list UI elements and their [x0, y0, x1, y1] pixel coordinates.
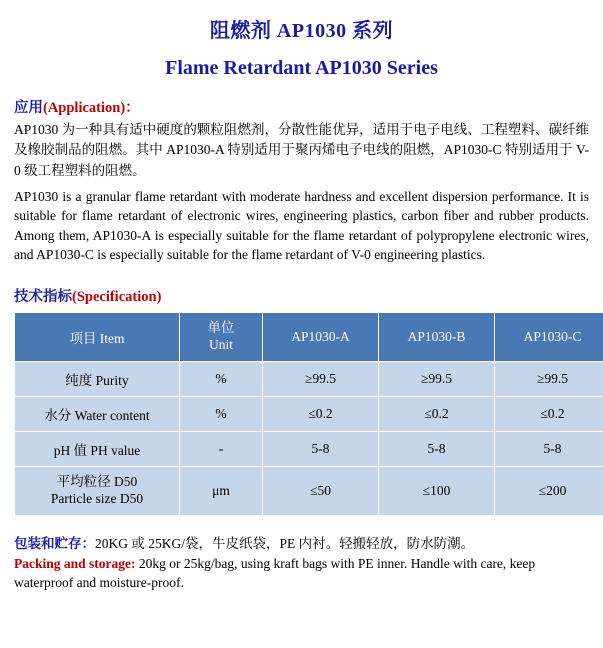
table-row	[15, 397, 603, 432]
column-header-ap1030-c: AP1030-C	[495, 313, 603, 362]
table-row	[15, 362, 603, 397]
cell-item-line1: 平均粒径 D50	[17, 474, 177, 491]
column-header-unit	[180, 313, 263, 362]
cell-ap1030-b: ≤0.2	[379, 397, 495, 432]
document-page	[0, 14, 603, 648]
table-body	[15, 362, 603, 516]
packing-text-cn: 20KG 或 25KG/袋，牛皮纸袋，PE 内衬。轻搬轻放，防水防潮。	[95, 536, 474, 551]
table-header-row	[15, 313, 603, 362]
application-text-cn: AP1030 为一种具有适中硬度的颗粒阻燃剂，分散性能优异，适用于电子电线、工程塑料、碳纤维及橡胶制品的阻燃。其中 AP1030-A 特别适用于聚丙烯电子电线的阻燃，AP1030-C 特别适用于 V-0 级工程塑料的阻燃。	[14, 120, 589, 181]
packing-text-en: 20kg or 25kg/bag, using kraft bags with PE inner. Handle with care, keep waterproof and moisture-proof.	[14, 556, 535, 591]
specification-heading-en: (Specification)	[72, 289, 161, 305]
cell-unit: -	[180, 432, 263, 467]
cell-unit: %	[180, 397, 263, 432]
packing-line-en	[14, 554, 589, 593]
packing-line-cn	[14, 534, 589, 554]
packing-label-cn: 包装和贮存：	[14, 536, 95, 551]
cell-item: 水分 Water content	[15, 397, 180, 432]
cell-ap1030-c: ≥99.5	[495, 362, 603, 397]
column-header-item	[15, 313, 180, 362]
cell-item-line2: Particle size D50	[17, 491, 177, 508]
page-title-cn: 阻燃剂 AP1030 系列	[14, 14, 589, 43]
specification-table	[14, 312, 603, 516]
cell-unit: μm	[180, 467, 263, 516]
cell-item	[15, 467, 180, 516]
column-header-unit-line2: Unit	[182, 337, 260, 354]
application-heading-cn: 应用	[14, 100, 43, 116]
packing-label-en: Packing and storage:	[14, 556, 136, 571]
application-heading-en: (Application)：	[43, 100, 140, 116]
cell-ap1030-c: ≤0.2	[495, 397, 603, 432]
specification-heading-cn: 技术指标	[14, 289, 72, 305]
cell-ap1030-a: ≤50	[263, 467, 379, 516]
table-row	[15, 467, 603, 516]
column-header-item-line1: 项目 Item	[17, 327, 177, 347]
application-heading	[14, 96, 589, 117]
cell-item: 纯度 Purity	[15, 362, 180, 397]
page-title-en: Flame Retardant AP1030 Series	[14, 57, 589, 80]
cell-ap1030-a: ≥99.5	[263, 362, 379, 397]
cell-ap1030-b: ≤100	[379, 467, 495, 516]
table-header	[15, 313, 603, 362]
column-header-ap1030-b: AP1030-B	[379, 313, 495, 362]
cell-ap1030-a: 5-8	[263, 432, 379, 467]
cell-ap1030-c: ≤200	[495, 467, 603, 516]
cell-ap1030-a: ≤0.2	[263, 397, 379, 432]
cell-ap1030-c: 5-8	[495, 432, 603, 467]
cell-item: pH 值 PH value	[15, 432, 180, 467]
application-text-en: AP1030 is a granular flame retardant with moderate hardness and excellent dispersion performance. It is suitable for flame retardant of electronic wires, engineering plastics, carbon fiber and rubber products. Among them, AP1030-A is especially suitable for the flame retardant of polypropylene electronic wires, and AP1030-C is especially suitable for the flame retardant of V-0 engineering plastics.	[14, 187, 589, 265]
cell-unit: %	[180, 362, 263, 397]
cell-ap1030-b: ≥99.5	[379, 362, 495, 397]
cell-ap1030-b: 5-8	[379, 432, 495, 467]
column-header-ap1030-a: AP1030-A	[263, 313, 379, 362]
table-row	[15, 432, 603, 467]
specification-heading	[14, 285, 589, 306]
column-header-unit-line1: 单位	[182, 320, 260, 337]
